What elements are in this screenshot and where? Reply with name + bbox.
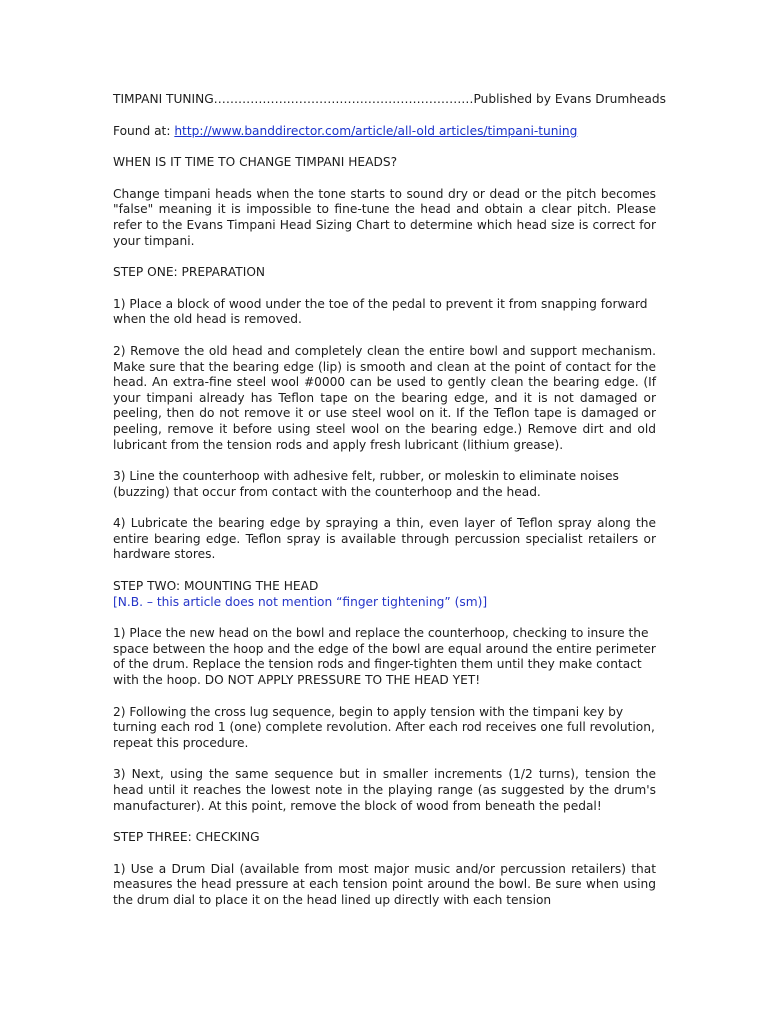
step-two-item-1: 1) Place the new head on the bowl and replace the counterhoop, checking to insure the space between the hoop and the edge of the bowl are equal around the entire perimeter of the drum. Replace the tension rods and finger-tighten them until they make contact with the hoop. DO NOT APPLY PRESSURE TO THE HEAD YET! (113, 626, 656, 688)
step-two-heading: STEP TWO: MOUNTING THE HEAD (113, 579, 319, 594)
step-one-heading: STEP ONE: PREPARATION (113, 265, 266, 280)
intro-heading: WHEN IS IT TIME TO CHANGE TIMPANI HEADS? (113, 155, 398, 170)
step-one-item-1: 1) Place a block of wood under the toe of the pedal to prevent it from snapping forward when the old head is removed. (113, 296, 648, 327)
step-two-item-3: 3) Next, using the same sequence but in smaller increments (1/2 turns), tension the head until it reaches the lowest note in the playing range (as suggested by the drum's manufacturer). At this point, remove the block of wood from beneath the pedal! (113, 767, 656, 813)
found-at-label: Found at: (113, 123, 175, 138)
intro-paragraph: Change timpani heads when the tone starts to sound dry or dead or the pitch becomes "false" meaning it is impossible to fine-tune the head and obtain a clear pitch. Please refer to the Evans Timpani Head Sizing Chart to determine which head size is correct for your timpani. (113, 186, 656, 248)
source-line (113, 124, 656, 140)
document-page (113, 92, 666, 925)
step-one-item-2: 2) Remove the old head and completely clean the entire bowl and support mechanism. Make sure that the bearing edge (lip) is smooth and clean at the point of contact for the head. An extra-fine steel wool #0000 can be used to gently clean the bearing edge. (If your timpani already has Teflon tape on the bearing edge, and it is not damaged or peeling, then do not remove it or use steel wool on it. If the Teflon tape is damaged or peeling, remove it before using steel wool on the bearing edge.) Remove dirt and old lubricant from the tension rods and apply fresh lubricant (lithium grease). (113, 343, 656, 452)
source-link[interactable]: http://www.banddirector.com/article/all-old articles/timpani-tuning (174, 123, 578, 138)
step-one-item-4: 4) Lubricate the bearing edge by spraying a thin, even layer of Teflon spray along the entire bearing edge. Teflon spray is available through percussion specialist retailers or hardware stores. (113, 516, 656, 562)
step-two-block (113, 579, 656, 610)
step-three-heading: STEP THREE: CHECKING (113, 830, 260, 845)
step-two-item-2: 2) Following the cross lug sequence, begin to apply tension with the timpani key by turning each rod 1 (one) complete revolution. After each rod receives one full revolution, repeat this procedure. (113, 704, 655, 750)
step-one-item-3: 3) Line the counterhoop with adhesive felt, rubber, or moleskin to eliminate noises (buzzing) that occur from contact with the counterhoop and the head. (113, 469, 619, 499)
step-three-item-1: 1) Use a Drum Dial (available from most major music and/or percussion retailers) that measures the head pressure at each tension point around the bowl. Be sure when using the drum dial to place it on the head lined up directly with each tension (113, 861, 656, 907)
document-title-line: TIMPANI TUNING……………….………………………………………Published by Evans Drumheads (113, 92, 666, 106)
editor-note: [N.B. – this article does not mention “finger tightening” (sm)] (113, 594, 488, 609)
